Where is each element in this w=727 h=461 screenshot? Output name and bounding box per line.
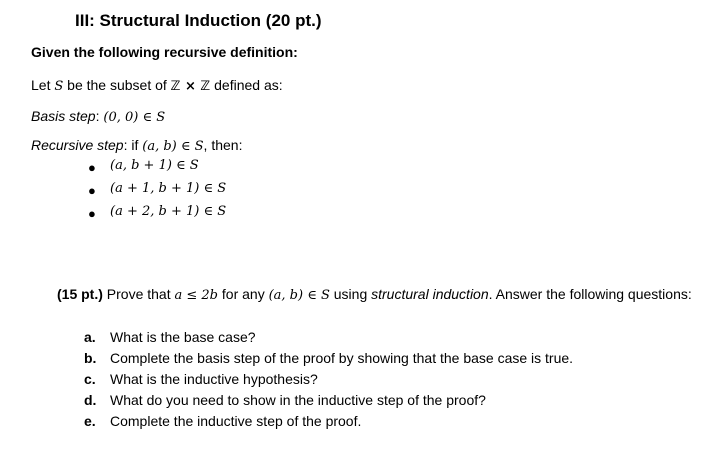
part-text: Complete the inductive step of the proof. [110,413,362,429]
integer-product: ℤ × ℤ [170,79,211,94]
bullet-icon: ● [88,183,96,198]
section-title: III: Structural Induction (20 pt.) [75,11,322,30]
question-text-2: for any [218,286,269,302]
set-symbol: S [54,79,64,94]
basis-math: (0, 0) ∈ S [103,110,166,125]
basis-step-line [31,108,165,125]
given-heading: Given the following recursive definition: [31,44,298,60]
method-name: structural induction [371,286,489,302]
recursive-math: (a, b) ∈ S [142,139,204,154]
bullet-icon: ● [88,206,96,221]
definition-middle: be the subset of [63,77,171,93]
definition-line [31,77,283,94]
question-text-3: using [329,286,372,302]
part-text: What is the inductive hypothesis? [110,371,318,387]
recursive-rule-2: (a + 1, b + 1) ∈ S [110,181,227,196]
basis-step-label: Basis step [31,108,96,124]
question-prompt [57,284,693,306]
inequality-math: a ≤ 2b [174,288,218,303]
recursive-text: : if [123,137,143,153]
question-points: (15 pt.) [57,286,103,302]
part-letter: a. [84,329,96,345]
question-text-4: . Answer the following questions: [488,286,692,302]
pair-math: (a, b) ∈ S [268,288,330,303]
recursive-step-line [31,137,242,154]
definition-prefix: Let [31,77,55,93]
recursive-rule-3: (a + 2, b + 1) ∈ S [110,204,227,219]
part-text: Complete the basis step of the proof by showing that the base case is true. [110,350,574,366]
part-letter: d. [84,392,97,408]
definition-suffix: defined as: [210,77,283,93]
part-letter: c. [84,371,96,387]
recursive-suffix: , then: [203,137,243,153]
question-text-1: Prove that [102,286,175,302]
part-letter: b. [84,350,97,366]
part-letter: e. [84,413,96,429]
bullet-icon: ● [88,160,96,175]
recursive-step-label: Recursive step [31,137,124,153]
part-text: What do you need to show in the inductive step of the proof? [110,392,486,408]
recursive-rule-1: (a, b + 1) ∈ S [110,158,199,173]
basis-colon: : [95,108,104,124]
part-text: What is the base case? [110,329,256,345]
